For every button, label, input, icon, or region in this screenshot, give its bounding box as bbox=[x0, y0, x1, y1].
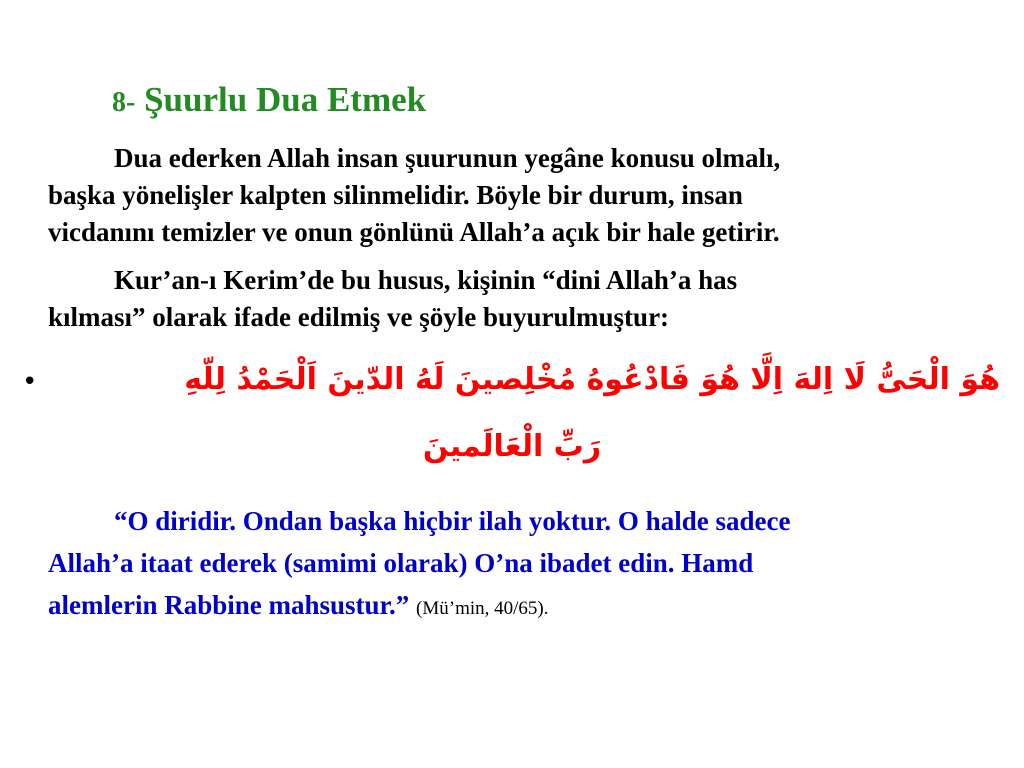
arabic-verse-line: رَبِّ الْعَالَمينَ bbox=[422, 429, 602, 464]
arabic-verse bbox=[0, 350, 1024, 480]
translation-line: Allah’a itaat ederek (samimi olarak) O’na ibadet edin. Hamd bbox=[48, 548, 754, 578]
bullet-point: • bbox=[22, 367, 38, 397]
verse-translation bbox=[48, 500, 998, 630]
paragraph-line: kılması” olarak ifade edilmiş ve şöyle buyurulmuştur: bbox=[48, 302, 670, 332]
paragraph-line: Kur’an-ı Kerim’de bu husus, kişinin “dini Allah’a has bbox=[114, 265, 738, 295]
title-number: 8- bbox=[112, 87, 136, 118]
paragraph-line: Dua ederken Allah insan şuurunun yegâne konusu olmalı, bbox=[114, 143, 781, 173]
paragraph-intro bbox=[48, 140, 988, 251]
paragraph-quran bbox=[48, 262, 988, 336]
arabic-verse-line: هُوَ الْحَىُّ لَا اِلهَ اِلَّا هُوَ فَادْعُوهُ مُخْلِصينَ لَهُ الدّينَ اَلْحَمْدُ لِلّهِ bbox=[184, 362, 1000, 397]
translation-line: alemlerin Rabbine mahsustur.” bbox=[48, 590, 410, 620]
translation-line-last bbox=[48, 584, 998, 630]
paragraph-line: başka yönelişler kalpten silinmelidir. Böyle bir durum, insan bbox=[48, 180, 743, 210]
paragraph-line: vicdanını temizler ve onun gönlünü Allah’a açık bir hale getirir. bbox=[48, 217, 780, 247]
title-text: Şuurlu Dua Etmek bbox=[135, 80, 427, 119]
verse-reference: (Mü’min, 40/65). bbox=[416, 598, 549, 619]
slide-title bbox=[112, 78, 426, 125]
translation-line: “O diridir. Ondan başka hiçbir ilah yoktur. O halde sadece bbox=[114, 506, 791, 536]
